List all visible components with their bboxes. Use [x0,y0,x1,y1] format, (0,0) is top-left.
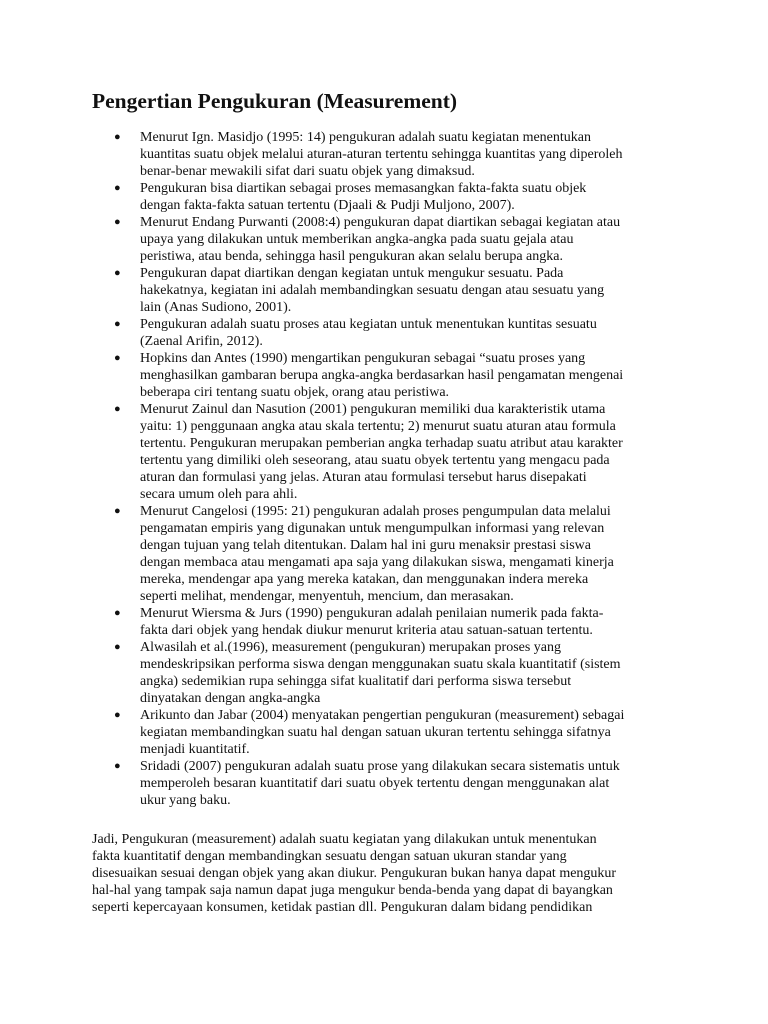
definition-line: Menurut Zainul dan Nasution (2001) pengukuran memiliki dua karakteristik utama [140,402,606,417]
definition-item [114,350,680,401]
definition-line: Sridadi (2007) pengukuran adalah suatu prose yang dilakukan secara sistematis untuk [140,759,620,774]
definition-line: (Zaenal Arifin, 2012). [140,334,263,349]
definition-line: aturan dan formulasi yang jelas. Aturan atau formulasi tersebut harus disepakati [140,470,587,485]
definition-line: angka) sedemikian rupa sehingga sifat kualitatif dari performa siswa tersebut [140,674,572,689]
definition-line: kegiatan membandingkan suatu hal dengan satuan ukuran tertentu sehingga sifatnya [140,725,611,740]
definition-line: secara umum oleh para ahli. [140,487,298,502]
definition-item [114,401,680,503]
bullet-icon: ● [114,505,121,517]
definition-line: peristiwa, atau benda, sehingga hasil pengukuran akan selalu berupa angka. [140,249,563,264]
definition-line: ukur yang baku. [140,793,231,808]
definition-item [114,214,680,265]
definition-line: dengan fakta-fakta satuan tertentu (Djaali & Pudji Muljono, 2007). [140,198,515,213]
definition-line: pengamatan empiris yang digunakan untuk mengumpulkan informasi yang relevan [140,521,605,536]
definition-line: tertentu yang dimiliki oleh seseorang, atau suatu obyek tertentu yang mengacu pada [140,453,610,468]
bullet-icon: ● [114,318,121,330]
definition-item [114,265,680,316]
bullet-icon: ● [114,267,121,279]
conclusion-line: Jadi, Pengukuran (measurement) adalah suatu kegiatan yang dilakukan untuk menentukan [92,832,597,847]
definition-line: Alwasilah et al.(1996), measurement (pengukuran) merupakan proses yang [140,640,562,655]
definition-line: dinyatakan dengan angka-angka [140,691,321,706]
conclusion-line: disesuaikan sesuai dengan objek yang akan diukur. Pengukuran bukan hanya dapat mengukur [92,866,617,881]
bullet-icon: ● [114,607,121,619]
definition-line: menghasilkan gambaran berupa angka-angka berdasarkan hasil pengamatan mengenai [140,368,624,383]
definition-line: mereka, mendengar apa yang mereka katakan, dan menggunakan indera mereka [140,572,589,587]
definition-line: Pengukuran adalah suatu proses atau kegiatan untuk menentukan kuntitas sesuatu [140,317,597,332]
bullet-icon: ● [114,403,121,415]
definition-item [114,503,680,605]
definition-line: menjadi kuantitatif. [140,742,250,757]
definition-line: kuantitas suatu objek melalui aturan-aturan tertentu sehingga kuantitas yang diperoleh [140,147,623,162]
definition-item [114,605,680,639]
definition-line: upaya yang dilakukan untuk memberikan angka-angka pada suatu gejala atau [140,232,574,247]
document-title: Pengertian Pengukuran (Measurement) [92,89,458,113]
bullet-icon: ● [114,182,121,194]
bullet-icon: ● [114,216,121,228]
definition-item [114,758,680,809]
definition-line: Menurut Wiersma & Jurs (1990) pengukuran adalah penilaian numerik pada fakta- [140,606,604,621]
definition-line: Menurut Endang Purwanti (2008:4) pengukuran dapat diartikan sebagai kegiatan atau [140,215,621,230]
definition-line: Menurut Ign. Masidjo (1995: 14) pengukuran adalah suatu kegiatan menentukan [140,130,591,145]
bullet-icon: ● [114,131,121,143]
definition-line: tertentu. Pengukuran merupakan pemberian angka terhadap suatu atribut atau karakter [140,436,623,451]
bullet-icon: ● [114,641,121,653]
definition-item [114,707,680,758]
definition-line: hakekatnya, kegiatan ini adalah membandingkan sesuatu dengan atau sesuatu yang [140,283,605,298]
definition-line: seperti melihat, mendengar, menyentuh, mencium, dan merasakan. [140,589,514,604]
conclusion-line: hal-hal yang tampak saja namun dapat juga mengukur benda-benda yang dapat di bayangkan [92,883,613,898]
definition-item [114,316,680,350]
bullet-icon: ● [114,352,121,364]
definition-line: yaitu: 1) penggunaan angka atau skala tertentu; 2) menurut suatu aturan atau formula [140,419,616,434]
definition-list [114,129,680,809]
conclusion-line: fakta kuantitatif dengan membandingkan sesuatu dengan satuan ukuran standar yang [92,849,567,864]
definition-line: fakta dari objek yang hendak diukur menurut kriteria atau satuan-satuan tertentu. [140,623,593,638]
conclusion-line: seperti kepercayaan konsumen, ketidak pastian dll. Pengukuran dalam bidang pendidikan [92,900,593,915]
definition-item [114,180,680,214]
definition-line: mendeskripsikan performa siswa dengan menggunakan suatu skala kuantitatif (sistem [140,657,621,672]
definition-line: Hopkins dan Antes (1990) mengartikan pengukuran sebagai “suatu proses yang [140,351,586,366]
definition-item [114,129,680,180]
definition-line: Menurut Cangelosi (1995: 21) pengukuran adalah proses pengumpulan data melalui [140,504,611,519]
definition-line: Arikunto dan Jabar (2004) menyatakan pengertian pengukuran (measurement) sebagai [140,708,625,723]
definition-line: lain (Anas Sudiono, 2001). [140,300,292,315]
definition-item [114,639,680,707]
conclusion-paragraph [92,831,682,916]
bullet-icon: ● [114,760,121,772]
definition-line: benar-benar mewakili sifat dari suatu objek yang dimaksud. [140,164,475,179]
definition-line: Pengukuran bisa diartikan sebagai proses memasangkan fakta-fakta suatu objek [140,181,587,196]
definition-line: memperoleh besaran kuantitatif dari suatu obyek tertentu dengan menggunakan alat [140,776,610,791]
definition-line: Pengukuran dapat diartikan dengan kegiatan untuk mengukur sesuatu. Pada [140,266,564,281]
definition-line: dengan membaca atau mengamati apa saja yang dilakukan siswa, mengamati kinerja [140,555,614,570]
definition-line: dengan tujuan yang telah ditentukan. Dalam hal ini guru menaksir prestasi siswa [140,538,591,553]
bullet-icon: ● [114,709,121,721]
definition-line: beberapa ciri tentang suatu objek, orang atau peristiwa. [140,385,450,400]
